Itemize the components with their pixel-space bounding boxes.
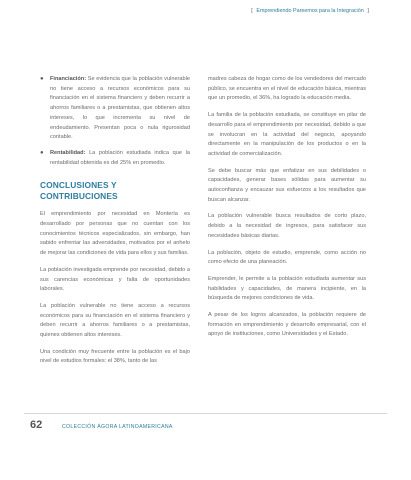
bullet-text: La población estudiada indica que la rentabilidad obtenida es del 25% en promedio. xyxy=(50,149,190,166)
header-bracket-open: [ xyxy=(251,8,253,14)
paragraph: Se debe buscar más que enfatizar en sus debilidades o capacidades, generar bases sólidas para aumentar su autoconfianza y encauzar sus esfuerzos a los resultados que buscan alcanzar. xyxy=(208,167,366,203)
left-column xyxy=(40,75,190,374)
paragraph: La población, objeto de estudio, emprende, como acción no como efecto de una planeación. xyxy=(208,249,366,266)
bullet-dot-icon: ● xyxy=(40,149,44,156)
running-header xyxy=(249,8,371,14)
paragraph: La familia de la población estudiada, se constituye en pilar de desarrollo para el emprendimiento por necesidad, debido a que se involucran en la actividad del negocio, apoyando directamente en la manipulación de los productos o en la actividad de comercialización. xyxy=(208,112,366,157)
right-column xyxy=(208,75,366,347)
paragraph: La población vulnerable busca resultados de corto plazo, debido a la necesidad de ingresos, para satisfacer sus necesidades básicas diarias. xyxy=(208,213,366,239)
bullet-rentabilidad xyxy=(40,149,190,168)
paragraph: La población vulnerable no tiene acceso a recursos económicos para su financiación en el sistema financiero y deben recurrir a ahorros familiares o a prestamistas, quienes obtienen altos intereses. xyxy=(40,302,190,339)
bullet-text: Se evidencia que la población vulnerable no tiene acceso a recursos económicos para su financiación en el sistema financiero y deben recurrir a ahorros familiares o a prestamistas, que obtienen altos intereses, lo que incrementa su nivel de endeudamiento. Presentan poca o nula rigurosidad contable. xyxy=(50,76,190,141)
section-heading: CONCLUSIONES Y CONTRIBUCIONES xyxy=(40,180,118,202)
paragraph: Una condición muy frecuente entre la población es el bajo nivel de estudios formales: el 38%, tanto de las xyxy=(40,348,190,365)
bullet-financiacion xyxy=(40,75,190,143)
footer-divider xyxy=(24,413,387,414)
bullet-dot-icon: ● xyxy=(40,76,44,82)
paragraph: madres cabeza de hogar como de los vendedores del mercado público, se encuentra en el nivel de educación básica, mientras que un promedio, el 36%, ha logrado la educación media. xyxy=(208,76,366,102)
page-number: 62 xyxy=(30,419,43,431)
collection-name: COLECCIÓN ÁGORA LATINOAMERICANA xyxy=(62,424,173,430)
bullet-term: Financiación: xyxy=(50,76,87,82)
paragraph: A pesar de los logros alcanzados, la población requiere de formación en emprendimiento y desarrollo empresarial, con el apoyo de instituciones, como Universidades y el Estado. xyxy=(208,312,366,338)
paragraph: La población investigada emprende por necesidad, debido a sus carencias económicas y falta de oportunidades laborales. xyxy=(40,266,190,293)
paragraph: Emprender, le permite a la población estudiada aumentar sus habilidades y capacidades, de manera incipiente, en la búsqueda de mejores condiciones de vida. xyxy=(208,275,366,302)
header-title: Emprendiendo Pareemos para la Integración xyxy=(256,8,364,14)
paragraph: El emprendimiento por necesidad en Montería es desarrollado por personas que no cuentan con los conocimientos técnicos especializados, sin embargo, han sabido enfrentar las adversidades, motivados por el anhelo de mejorar las condiciones de vida para ellos y sus familias. xyxy=(40,211,190,257)
bullet-term: Rentabilidad: xyxy=(50,149,86,156)
header-bracket-close: ] xyxy=(367,8,369,14)
